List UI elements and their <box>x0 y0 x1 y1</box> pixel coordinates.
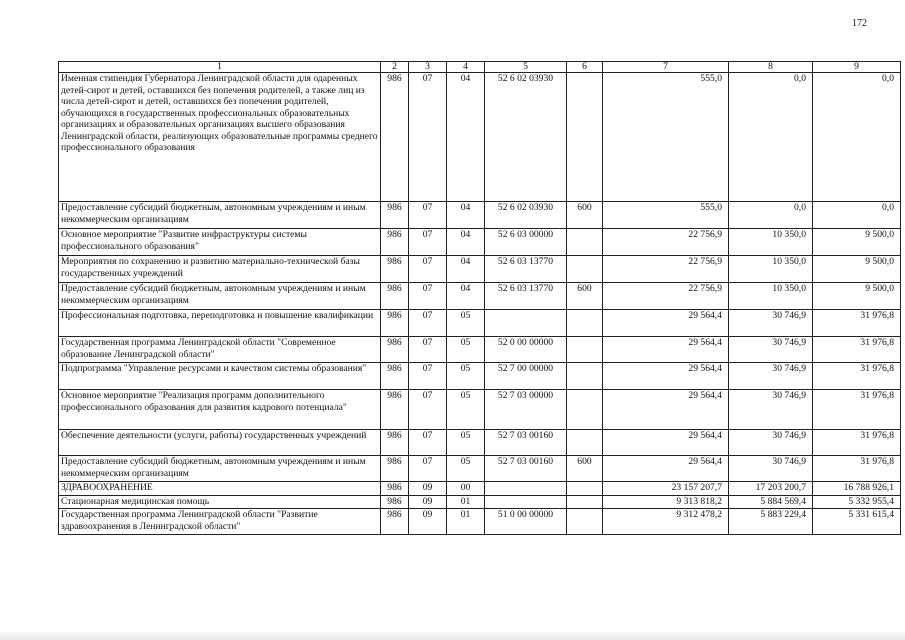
cell-section: 07 <box>409 430 447 456</box>
row-description: Мероприятия по сохранению и развитию материально-технической базы государственных учреждений <box>59 256 381 283</box>
row-description: Основное мероприятие "Развитие инфраструктуры системы профессионального образования" <box>59 229 381 256</box>
cell-amount-year1: 29 564,4 <box>603 310 729 337</box>
cell-expense-type: 600 <box>567 456 603 482</box>
cell-admin-code: 986 <box>381 337 409 363</box>
row-description: Предоставление субсидий бюджетным, автономным учреждениям и иным некоммерческим организациям <box>59 283 381 310</box>
cell-subsection: 04 <box>447 256 485 283</box>
header-cell: 4 <box>447 62 485 73</box>
cell-amount-year3: 0,0 <box>813 202 901 229</box>
row-description: Предоставление субсидий бюджетным, автономным учреждениям и иным некоммерческим организациям <box>59 456 381 482</box>
cell-expense-type <box>567 256 603 283</box>
header-cell: 5 <box>485 62 567 73</box>
cell-expense-type <box>567 482 603 496</box>
header-cell: 1 <box>59 62 381 73</box>
cell-admin-code: 986 <box>381 73 409 202</box>
cell-amount-year2: 30 746,9 <box>729 456 813 482</box>
cell-amount-year3: 9 500,0 <box>813 229 901 256</box>
cell-target-article <box>485 310 567 337</box>
cell-admin-code: 986 <box>381 310 409 337</box>
row-description: Профессиональная подготовка, переподготовка и повышение квалификации <box>59 310 381 337</box>
cell-amount-year2: 10 350,0 <box>729 256 813 283</box>
cell-amount-year3: 16 788 926,1 <box>813 482 901 496</box>
cell-subsection: 04 <box>447 202 485 229</box>
row-description: Основное мероприятие "Реализация программ дополнительного профессионального образования для развития кадрового потенциала" <box>59 390 381 430</box>
cell-target-article: 52 6 02 03930 <box>485 202 567 229</box>
cell-section: 07 <box>409 283 447 310</box>
cell-target-article: 52 6 03 00000 <box>485 229 567 256</box>
table-row <box>59 430 901 456</box>
cell-target-article: 52 7 03 00160 <box>485 456 567 482</box>
cell-target-article: 51 0 00 00000 <box>485 509 567 535</box>
cell-expense-type <box>567 310 603 337</box>
cell-subsection: 05 <box>447 390 485 430</box>
cell-expense-type <box>567 430 603 456</box>
cell-amount-year3: 31 976,8 <box>813 310 901 337</box>
cell-admin-code: 986 <box>381 256 409 283</box>
cell-amount-year2: 30 746,9 <box>729 310 813 337</box>
cell-target-article: 52 0 00 00000 <box>485 337 567 363</box>
header-cell: 8 <box>729 62 813 73</box>
header-cell: 9 <box>813 62 901 73</box>
cell-amount-year2: 30 746,9 <box>729 390 813 430</box>
cell-amount-year1: 555,0 <box>603 202 729 229</box>
cell-subsection: 05 <box>447 337 485 363</box>
cell-amount-year3: 5 331 615,4 <box>813 509 901 535</box>
cell-target-article <box>485 482 567 496</box>
cell-amount-year3: 0,0 <box>813 73 901 202</box>
cell-admin-code: 986 <box>381 202 409 229</box>
cell-expense-type <box>567 496 603 509</box>
cell-section: 09 <box>409 509 447 535</box>
cell-subsection: 05 <box>447 363 485 390</box>
cell-admin-code: 986 <box>381 430 409 456</box>
cell-amount-year3: 31 976,8 <box>813 337 901 363</box>
cell-amount-year1: 9 313 818,2 <box>603 496 729 509</box>
cell-expense-type <box>567 363 603 390</box>
cell-amount-year2: 10 350,0 <box>729 283 813 310</box>
cell-expense-type <box>567 73 603 202</box>
row-description: Государственная программа Ленинградской области "Развитие здравоохранения в Ленинградской области" <box>59 509 381 535</box>
cell-section: 07 <box>409 256 447 283</box>
cell-expense-type <box>567 390 603 430</box>
cell-section: 07 <box>409 456 447 482</box>
cell-target-article: 52 6 02 03930 <box>485 73 567 202</box>
cell-amount-year1: 29 564,4 <box>603 430 729 456</box>
cell-subsection: 04 <box>447 283 485 310</box>
cell-amount-year3: 9 500,0 <box>813 283 901 310</box>
cell-amount-year1: 9 312 478,2 <box>603 509 729 535</box>
table-row <box>59 229 901 256</box>
cell-admin-code: 986 <box>381 482 409 496</box>
cell-amount-year2: 0,0 <box>729 202 813 229</box>
cell-subsection: 05 <box>447 430 485 456</box>
cell-section: 07 <box>409 310 447 337</box>
table-row <box>59 310 901 337</box>
table-row <box>59 283 901 310</box>
row-description: Именная стипендия Губернатора Ленинградской области для одаренных детей-сирот и детей, оставшихся без попечения родителей, а также лиц из числа детей-сирот и детей, оставшихся без попечения родителей, обучающихся в государственных профессиональных образовательных организациях и образовательных организациях высшего образования Ленинградской области, реализующих образовательные программы среднего профессионального образования <box>59 73 381 202</box>
cell-amount-year2: 5 883 229,4 <box>729 509 813 535</box>
cell-admin-code: 986 <box>381 363 409 390</box>
cell-subsection: 04 <box>447 229 485 256</box>
cell-amount-year3: 31 976,8 <box>813 456 901 482</box>
cell-admin-code: 986 <box>381 456 409 482</box>
table-row <box>59 337 901 363</box>
cell-amount-year3: 31 976,8 <box>813 363 901 390</box>
cell-subsection: 05 <box>447 456 485 482</box>
cell-expense-type: 600 <box>567 202 603 229</box>
cell-amount-year1: 29 564,4 <box>603 456 729 482</box>
cell-section: 07 <box>409 229 447 256</box>
cell-subsection: 01 <box>447 509 485 535</box>
budget-table <box>58 61 901 535</box>
row-description: ЗДРАВООХРАНЕНИЕ <box>59 482 381 496</box>
table-row <box>59 496 901 509</box>
cell-subsection: 00 <box>447 482 485 496</box>
cell-admin-code: 986 <box>381 509 409 535</box>
cell-amount-year2: 30 746,9 <box>729 363 813 390</box>
row-description: Стационарная медицинская помощь <box>59 496 381 509</box>
cell-section: 07 <box>409 337 447 363</box>
cell-section: 07 <box>409 390 447 430</box>
cell-amount-year3: 5 332 955,4 <box>813 496 901 509</box>
cell-amount-year1: 22 756,9 <box>603 283 729 310</box>
cell-amount-year2: 17 203 200,7 <box>729 482 813 496</box>
cell-expense-type <box>567 229 603 256</box>
table-row <box>59 482 901 496</box>
table-row <box>59 509 901 535</box>
cell-section: 09 <box>409 482 447 496</box>
row-description: Обеспечение деятельности (услуги, работы) государственных учреждений <box>59 430 381 456</box>
table-header-row <box>59 62 901 73</box>
cell-expense-type <box>567 337 603 363</box>
page-number: 172 <box>852 18 867 29</box>
cell-amount-year2: 0,0 <box>729 73 813 202</box>
cell-section: 07 <box>409 363 447 390</box>
cell-expense-type <box>567 509 603 535</box>
cell-section: 07 <box>409 73 447 202</box>
table-row <box>59 73 901 202</box>
table-row <box>59 256 901 283</box>
row-description: Подпрограмма "Управление ресурсами и качеством системы образования" <box>59 363 381 390</box>
cell-target-article: 52 7 03 00160 <box>485 430 567 456</box>
header-cell: 3 <box>409 62 447 73</box>
table-row <box>59 202 901 229</box>
table-row <box>59 456 901 482</box>
table-row <box>59 363 901 390</box>
cell-amount-year2: 30 746,9 <box>729 430 813 456</box>
scan-bottom-edge <box>0 630 905 640</box>
cell-amount-year1: 23 157 207,7 <box>603 482 729 496</box>
cell-amount-year1: 29 564,4 <box>603 363 729 390</box>
cell-amount-year1: 22 756,9 <box>603 256 729 283</box>
cell-amount-year1: 22 756,9 <box>603 229 729 256</box>
header-cell: 7 <box>603 62 729 73</box>
cell-admin-code: 986 <box>381 496 409 509</box>
cell-amount-year1: 555,0 <box>603 73 729 202</box>
cell-subsection: 01 <box>447 496 485 509</box>
cell-section: 09 <box>409 496 447 509</box>
cell-section: 07 <box>409 202 447 229</box>
cell-target-article: 52 7 00 00000 <box>485 363 567 390</box>
cell-target-article: 52 7 03 00000 <box>485 390 567 430</box>
cell-admin-code: 986 <box>381 283 409 310</box>
cell-amount-year2: 10 350,0 <box>729 229 813 256</box>
cell-target-article: 52 6 03 13770 <box>485 283 567 310</box>
cell-admin-code: 986 <box>381 229 409 256</box>
cell-amount-year2: 30 746,9 <box>729 337 813 363</box>
cell-admin-code: 986 <box>381 390 409 430</box>
header-cell: 6 <box>567 62 603 73</box>
cell-amount-year3: 31 976,8 <box>813 390 901 430</box>
cell-amount-year1: 29 564,4 <box>603 390 729 430</box>
table-row <box>59 390 901 430</box>
cell-target-article: 52 6 03 13770 <box>485 256 567 283</box>
cell-amount-year2: 5 884 569,4 <box>729 496 813 509</box>
row-description: Предоставление субсидий бюджетным, автономным учреждениям и иным некоммерческим организациям <box>59 202 381 229</box>
cell-target-article <box>485 496 567 509</box>
cell-amount-year1: 29 564,4 <box>603 337 729 363</box>
row-description: Государственная программа Ленинградской области "Современное образование Ленинградской области" <box>59 337 381 363</box>
cell-expense-type: 600 <box>567 283 603 310</box>
cell-subsection: 04 <box>447 73 485 202</box>
cell-amount-year3: 9 500,0 <box>813 256 901 283</box>
cell-subsection: 05 <box>447 310 485 337</box>
cell-amount-year3: 31 976,8 <box>813 430 901 456</box>
header-cell: 2 <box>381 62 409 73</box>
